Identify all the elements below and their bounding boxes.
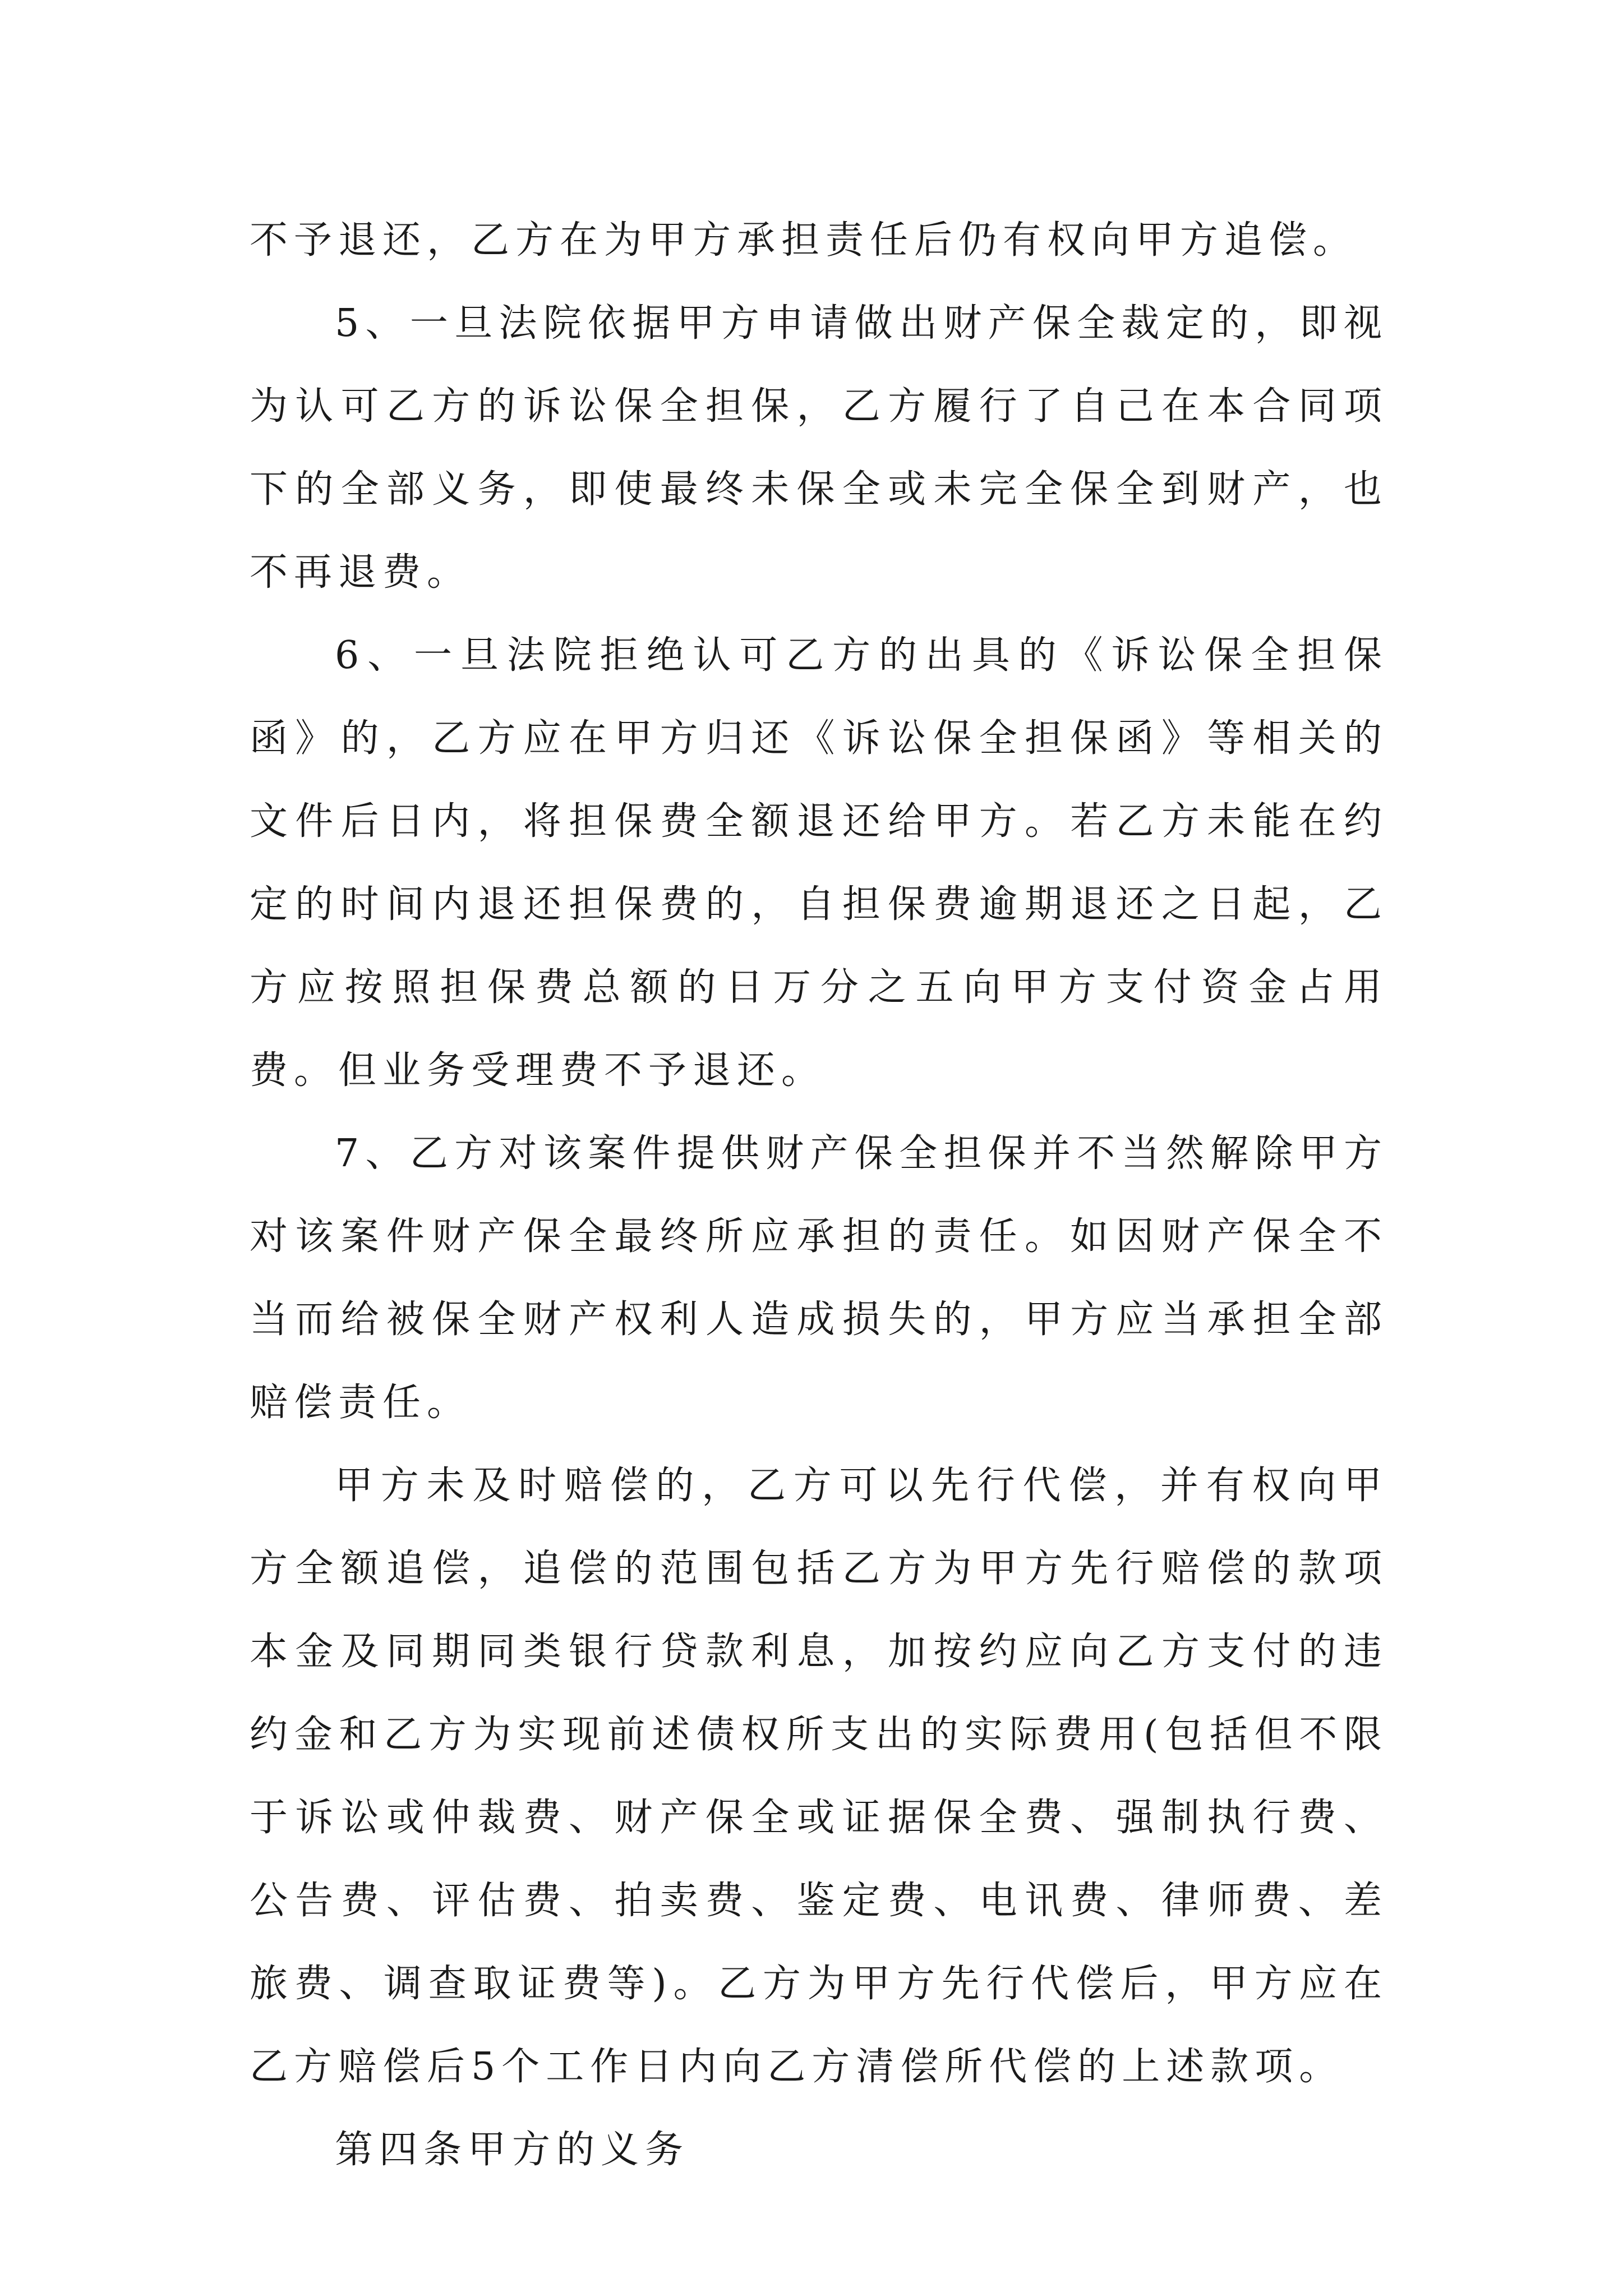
paragraph-clause-5: 5、一旦法院依据甲方申请做出财产保全裁定的，即视为认可乙方的诉讼保全担保，乙方履行了自己在本合同项下的全部义务，即使最终未保全或未完全保全到财产，也不再退费。: [250, 301, 1388, 595]
paragraph-clause-6: 6、一旦法院拒绝认可乙方的出具的《诉讼保全担保函》的，乙方应在甲方归还《诉讼保全担保函》等相关的文件后日内，将担保费全额退还给甲方。若乙方未能在约定的时间内退还担保费的，自担保费逾期退还之日起，乙方应按照担保费总额的日万分之五向甲方支付资金占用费。但业务受理费不予退还。: [250, 633, 1388, 1093]
section-heading-article-4: 第四条甲方的义务: [335, 2128, 690, 2172]
document-body: [250, 199, 1388, 2192]
paragraph-compensation: 甲方未及时赔偿的，乙方可以先行代偿，并有权向甲方全额追偿，追偿的范围包括乙方为甲方先行赔偿的款项本金及同期同类银行贷款利息，加按约应向乙方支付的违约金和乙方为实现前述债权所支出的实际费用(包括但不限于诉讼或仲裁费、财产保全或证据保全费、强制执行费、公告费、评估费、拍卖费、鉴定费、电讯费、律师费、差旅费、调查取证费等)。乙方为甲方先行代偿后，甲方应在乙方赔偿后5个工作日内向乙方清偿所代偿的上述款项。: [250, 1464, 1388, 2089]
paragraph-clause-7: 7、乙方对该案件提供财产保全担保并不当然解除甲方对该案件财产保全最终所应承担的责任。如因财产保全不当而给被保全财产权利人造成损失的，甲方应当承担全部赔偿责任。: [250, 1131, 1388, 1425]
paragraph-continuation: 不予退还，乙方在为甲方承担责任后仍有权向甲方追偿。: [250, 218, 1358, 263]
